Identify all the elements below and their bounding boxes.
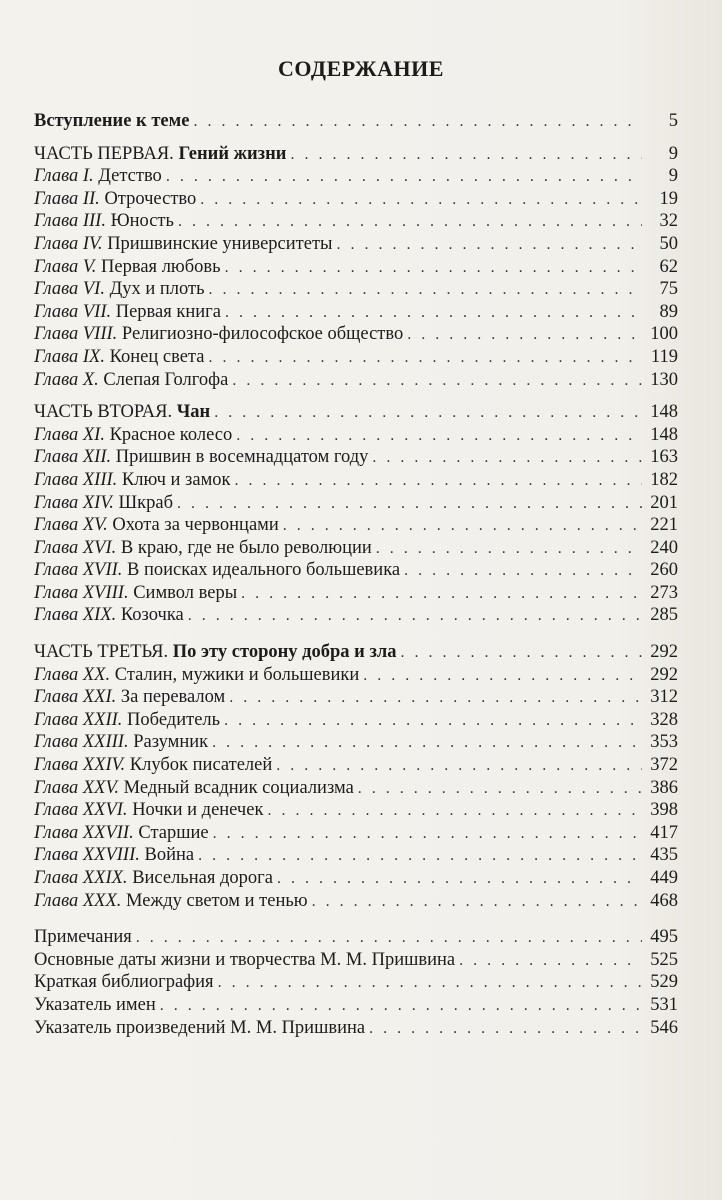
part-name: Чан	[176, 402, 211, 423]
chapter-prefix: Глава XXV.	[34, 777, 120, 798]
toc-appendix-entry	[34, 949, 678, 972]
leader-dots	[276, 755, 642, 778]
chapter-prefix: Глава XVIII.	[34, 582, 129, 603]
leader-dots	[459, 950, 642, 973]
leader-dots	[372, 447, 642, 470]
part-heading: ЧАСТЬ ТРЕТЬЯ.	[34, 642, 169, 663]
toc-chapter	[34, 165, 678, 188]
part-heading: ЧАСТЬ ВТОРАЯ.	[34, 402, 173, 423]
page-number: 130	[650, 369, 678, 390]
leader-dots	[193, 111, 642, 134]
entry-title: Указатель имен	[34, 994, 156, 1015]
page-number: 546	[650, 1017, 678, 1038]
toc-chapter	[34, 844, 678, 867]
leader-dots	[136, 927, 642, 950]
page-number: 89	[659, 301, 678, 322]
chapter-title: Война	[144, 845, 195, 866]
chapter-title: Сталин, мужики и большевики	[114, 664, 360, 685]
toc-chapter	[34, 446, 678, 469]
page-number: 62	[659, 256, 678, 277]
chapter-prefix: Глава XXIX.	[34, 868, 128, 888]
leader-dots	[212, 732, 642, 755]
toc-appendix-entry	[34, 1017, 678, 1040]
leader-dots	[277, 868, 642, 891]
chapter-prefix: Глава XXIII.	[34, 732, 129, 753]
chapter-prefix: Глава XXIV.	[34, 755, 126, 776]
chapter-prefix: Глава IV.	[34, 233, 103, 254]
toc-appendix-entry	[34, 926, 678, 949]
entry-title: Примечания	[34, 927, 132, 948]
chapter-title: Юность	[110, 211, 174, 232]
chapter-title: За перевалом	[120, 687, 226, 708]
chapter-prefix: Глава XXX.	[34, 890, 122, 911]
toc-chapter	[34, 686, 678, 709]
part-name: По эту сторону добра и зла	[172, 642, 397, 663]
page-number: 182	[650, 469, 678, 490]
leader-dots	[188, 605, 642, 628]
leader-dots	[225, 302, 642, 325]
page-number: 19	[659, 188, 678, 209]
page-number: 449	[650, 868, 678, 888]
toc-chapter	[34, 346, 678, 369]
part-heading: ЧАСТЬ ПЕРВАЯ.	[34, 143, 174, 164]
chapter-title: Висельная дорога	[132, 868, 273, 888]
page-number: 5	[668, 111, 678, 131]
chapter-title: Шкраб	[118, 492, 174, 513]
leader-dots	[225, 257, 642, 280]
page-title: СОДЕРЖАНИЕ	[278, 56, 444, 81]
chapter-prefix: Глава VII.	[34, 301, 112, 322]
chapter-title: Первая любовь	[101, 256, 221, 277]
page-number: 525	[650, 949, 678, 970]
toc-chapter	[34, 188, 678, 211]
chapter-prefix: Глава XIII.	[34, 469, 118, 490]
chapter-title: Детство	[98, 166, 162, 187]
leader-dots	[166, 166, 642, 189]
chapter-title: Ключ и замок	[121, 469, 231, 490]
leader-dots	[177, 493, 642, 516]
leader-dots	[209, 279, 642, 302]
chapter-title: Ночки и денечек	[132, 800, 264, 821]
chapter-prefix: Глава XXII.	[34, 709, 123, 730]
leader-dots	[283, 515, 642, 538]
chapter-title: В поисках идеального большевика	[127, 560, 401, 581]
leader-dots	[358, 778, 642, 801]
toc-chapter	[34, 210, 678, 233]
chapter-title: Разумник	[133, 732, 209, 753]
toc-chapter	[34, 469, 678, 492]
leader-dots	[160, 995, 642, 1018]
page-number: 372	[650, 755, 678, 776]
entry-title: Краткая библиография	[34, 972, 214, 993]
leader-dots	[200, 189, 642, 212]
chapter-title: Победитель	[127, 709, 221, 730]
leader-dots	[336, 234, 642, 257]
page-number: 240	[650, 537, 678, 558]
leader-dots	[232, 370, 642, 393]
toc-chapter	[34, 664, 678, 687]
toc-chapter	[34, 323, 678, 346]
toc-chapter	[34, 799, 678, 822]
chapter-prefix: Глава III.	[34, 211, 106, 232]
chapter-prefix: Глава XII.	[34, 447, 112, 468]
toc-chapter	[34, 754, 678, 777]
toc-chapter	[34, 604, 678, 627]
chapter-title: Конец света	[109, 346, 205, 367]
toc-chapter	[34, 867, 678, 890]
page-number: 328	[650, 709, 678, 730]
toc-chapter	[34, 278, 678, 301]
page-number: 435	[650, 845, 678, 866]
page-number: 292	[650, 642, 678, 663]
chapter-prefix: Глава XIX.	[34, 605, 117, 626]
page-number: 531	[650, 994, 678, 1015]
chapter-prefix: Глава XV.	[34, 515, 108, 536]
leader-dots	[208, 347, 642, 370]
table-of-contents	[34, 104, 678, 1039]
page-number: 386	[650, 777, 678, 798]
page-number: 148	[650, 424, 678, 445]
chapter-prefix: Глава X.	[34, 369, 99, 390]
chapter-prefix: Глава VI.	[34, 279, 105, 300]
page-number: 468	[650, 890, 678, 911]
toc-chapter	[34, 301, 678, 324]
page-number: 495	[650, 927, 678, 948]
page-number: 292	[650, 664, 678, 685]
leader-dots	[229, 687, 642, 710]
leader-dots	[214, 402, 642, 425]
page-number: 417	[650, 822, 678, 843]
chapter-title: Первая книга	[115, 301, 221, 322]
toc-part-2	[34, 401, 678, 424]
toc-chapter	[34, 492, 678, 515]
toc-part-1	[34, 143, 678, 166]
toc-appendix-entry	[34, 994, 678, 1017]
leader-dots	[224, 710, 642, 733]
page-number: 529	[650, 972, 678, 993]
chapter-prefix: Глава XXVI.	[34, 800, 128, 821]
entry-title: Вступление к теме	[34, 111, 190, 131]
leader-dots	[235, 470, 642, 493]
chapter-prefix: Глава IX.	[34, 346, 105, 367]
leader-dots	[363, 665, 642, 688]
chapter-title: Красное колесо	[109, 424, 233, 445]
leader-dots	[178, 211, 642, 234]
page-number: 119	[650, 346, 678, 367]
entry-title: Основные даты жизни и творчества М. М. Пришвина	[34, 949, 456, 970]
chapter-title: Козочка	[120, 605, 184, 626]
toc-chapter	[34, 256, 678, 279]
chapter-title: В краю, где не было революции	[120, 537, 372, 558]
chapter-prefix: Глава XXVIII.	[34, 845, 140, 866]
leader-dots	[369, 1018, 642, 1041]
spacer	[34, 627, 678, 641]
leader-dots	[290, 144, 642, 167]
page-number: 9	[668, 166, 678, 187]
page-number: 260	[650, 560, 678, 581]
toc-chapter	[34, 890, 678, 913]
toc-appendix-entry	[34, 971, 678, 994]
leader-dots	[241, 583, 642, 606]
chapter-prefix: Глава XI.	[34, 424, 105, 445]
page-number: 285	[650, 605, 678, 626]
page-number: 50	[659, 233, 678, 254]
chapter-title: Между светом и тенью	[126, 890, 308, 911]
leader-dots	[407, 324, 642, 347]
toc-chapter	[34, 731, 678, 754]
spacer	[34, 912, 678, 926]
leader-dots	[376, 538, 642, 561]
toc-chapter	[34, 369, 678, 392]
chapter-title: Пришвинские университеты	[107, 233, 333, 254]
toc-chapter	[34, 537, 678, 560]
entry-title: Указатель произведений М. М. Пришвина	[34, 1017, 366, 1038]
chapter-title: Отрочество	[104, 188, 197, 209]
leader-dots	[312, 891, 642, 914]
chapter-prefix: Глава XX.	[34, 664, 111, 685]
page-number: 353	[650, 732, 678, 753]
page-number: 312	[650, 687, 678, 708]
toc-chapter	[34, 582, 678, 605]
chapter-prefix: Глава XXI.	[34, 687, 117, 708]
page-number: 75	[659, 279, 678, 300]
chapter-prefix: Глава XIV.	[34, 492, 114, 513]
toc-entry-intro	[34, 106, 678, 129]
leader-dots	[213, 823, 642, 846]
toc-chapter	[34, 822, 678, 845]
chapter-prefix: Глава VIII.	[34, 324, 118, 345]
chapter-prefix: Глава I.	[34, 166, 94, 187]
chapter-prefix: Глава XXVII.	[34, 822, 134, 843]
spacer	[34, 391, 678, 401]
page-number: 273	[650, 582, 678, 603]
toc-chapter	[34, 559, 678, 582]
leader-dots	[401, 642, 642, 665]
chapter-prefix: Глава II.	[34, 188, 100, 209]
chapter-title: Дух и плоть	[109, 279, 205, 300]
toc-part-3	[34, 641, 678, 664]
page-number: 201	[650, 492, 678, 513]
page-number: 32	[659, 211, 678, 232]
chapter-prefix: Глава XVII.	[34, 560, 123, 581]
toc-chapter	[34, 709, 678, 732]
toc-chapter	[34, 514, 678, 537]
page-number: 221	[650, 515, 678, 536]
chapter-title: Слепая Голгофа	[103, 369, 229, 390]
chapter-title: Старшие	[138, 822, 209, 843]
part-name: Гений жизни	[178, 143, 287, 164]
toc-chapter	[34, 777, 678, 800]
chapter-title: Пришвин в восемнадцатом году	[115, 447, 369, 468]
chapter-title: Охота за червонцами	[112, 515, 279, 536]
page-number: 163	[650, 447, 678, 468]
leader-dots	[267, 800, 642, 823]
toc-chapter	[34, 233, 678, 256]
chapter-title: Символ веры	[133, 582, 238, 603]
chapter-prefix: Глава XVI.	[34, 537, 117, 558]
leader-dots	[218, 972, 642, 995]
page-number: 148	[650, 402, 678, 423]
chapter-title: Клубок писателей	[129, 755, 273, 776]
chapter-prefix: Глава V.	[34, 256, 97, 277]
chapter-title: Медный всадник социализма	[123, 777, 354, 798]
toc-chapter	[34, 424, 678, 447]
leader-dots	[236, 425, 642, 448]
page-number: 100	[650, 324, 678, 345]
chapter-title: Религиозно-философское общество	[121, 324, 404, 345]
page-number: 398	[650, 800, 678, 821]
page-number: 9	[668, 143, 678, 164]
leader-dots	[404, 560, 642, 583]
leader-dots	[198, 845, 642, 868]
